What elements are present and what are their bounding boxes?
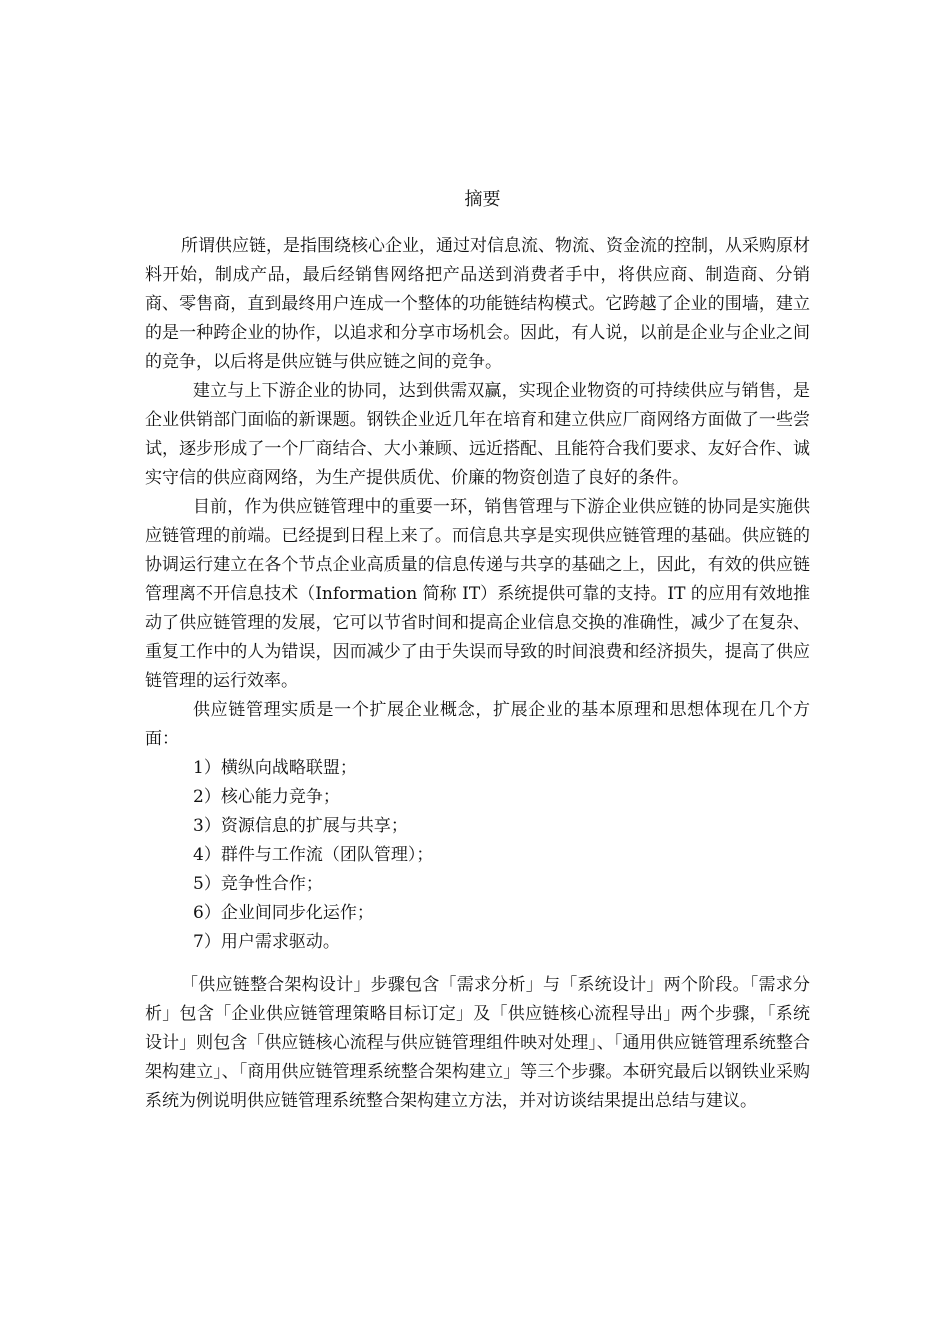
list-item: 5）竞争性合作； xyxy=(193,874,323,894)
list-item: 6）企业间同步化运作； xyxy=(193,903,374,923)
list-item: 2）核心能力竞争； xyxy=(193,787,340,807)
paragraph-definition: 所谓供应链，是指围绕核心企业，通过对信息流、物流、资金流的控制，从采购原材料开始，制成产品，最后经销售网络把产品送到消费者手中，将供应商、制造商、分销商、零售商，直到最终用户连成一个整体的功能链结构模式。它跨越了企业的围墙，建立的是一种跨企业的协作，以追求和分享市场机会。因此，有人说，以前是企业与企业之间的竞争，以后将是供应链与供应链之间的竞争。 xyxy=(145,236,810,372)
page-title: 摘要 xyxy=(464,189,501,210)
list-item: 1）横纵向战略联盟； xyxy=(193,758,357,778)
document-page xyxy=(145,185,810,1116)
list-item: 3）资源信息的扩展与共享； xyxy=(193,816,408,836)
paragraph-integration-architecture: 「供应链整合架构设计」步骤包含「需求分析」与「系统设计」两个阶段。「需求分析」包含「企业供应链管理策略目标订定」及「供应链核心流程导出」两个步骤，「系统设计」则包含「供应链核心流程与供应链管理组件映对处理」、「通用供应链管理系统整合架构建立」、「商用供应链管理系统整合架构建立」等三个步骤。本研究最后以钢铁业采购系统为例说明供应链管理系统整合架构建立方法，并对访谈结果提出总结与建议。 xyxy=(145,975,810,1111)
list-item: 4）群件与工作流（团队管理）； xyxy=(193,845,434,865)
paragraph-collaboration: 建立与上下游企业的协同，达到供需双赢，实现企业物资的可持续供应与销售，是企业供销部门面临的新课题。钢铁企业近几年在培育和建立供应厂商网络方面做了一些尝试，逐步形成了一个厂商结合、大小兼顾、远近搭配、且能符合我们要求、友好合作、诚实守信的供应商网络，为生产提供质优、价廉的物资创造了良好的条件。 xyxy=(145,381,810,488)
paragraph-information-sharing: 目前，作为供应链管理中的重要一环，销售管理与下游企业供应链的协同是实施供应链管理的前端。已经提到日程上来了。而信息共享是实现供应链管理的基础。供应链的协调运行建立在各个节点企业高质量的信息传递与共享的基础之上，因此，有效的供应链管理离不开信息技术（Information 简称 IT）系统提供可靠的支持。IT 的应用有效地推动了供应链管理的发展，它可以节省时间和提高企业信息交换的准确性，减少了在复杂、重复工作中的人为错误，因而减少了由于失误而导致的时间浪费和经济损失，提高了供应链管理的运行效率。 xyxy=(145,497,810,691)
paragraph-extended-enterprise: 供应链管理实质是一个扩展企业概念，扩展企业的基本原理和思想体现在几个方面： xyxy=(145,700,810,749)
principles-list xyxy=(145,754,810,957)
list-item: 7）用户需求驱动。 xyxy=(193,932,340,952)
